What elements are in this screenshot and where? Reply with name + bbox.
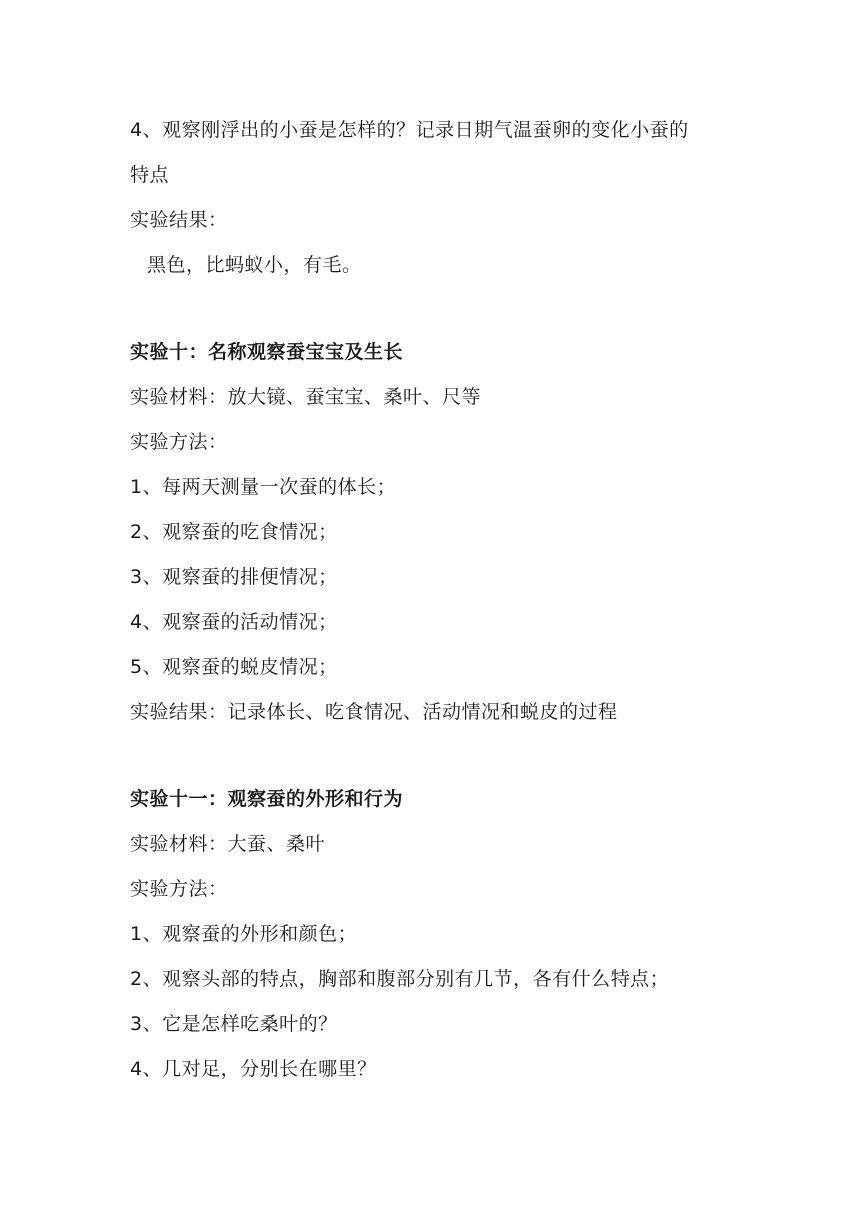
result-label: 实验结果： bbox=[130, 209, 228, 231]
experiment-10-result: 实验结果：记录体长、吃食情况、活动情况和蜕皮的过程 bbox=[130, 701, 618, 723]
experiment-11-step: 2、观察头部的特点，胸部和腹部分别有几节，各有什么特点； bbox=[130, 968, 670, 990]
experiment-10-step: 1、每两天测量一次蚕的体长； bbox=[130, 476, 397, 498]
experiment-10-method-label: 实验方法： bbox=[130, 431, 228, 453]
experiment-10-title: 实验十：名称观察蚕宝宝及生长 bbox=[130, 341, 404, 363]
experiment-11-step: 3、它是怎样吃桑叶的？ bbox=[130, 1013, 338, 1035]
experiment-11-materials: 实验材料：大蚕、桑叶 bbox=[130, 833, 326, 855]
experiment-10-step: 2、观察蚕的吃食情况； bbox=[130, 521, 338, 543]
section-spacer bbox=[130, 735, 750, 777]
experiment-11-title: 实验十一：观察蚕的外形和行为 bbox=[130, 788, 404, 810]
document-page bbox=[130, 108, 750, 1092]
question-4-line-1: 4、观察刚浮出的小蚕是怎样的？记录日期气温蚕卵的变化小蚕的 bbox=[130, 119, 689, 141]
experiment-11-step: 4、几对足，分别长在哪里？ bbox=[130, 1058, 377, 1080]
experiment-10-step: 3、观察蚕的排便情况； bbox=[130, 566, 338, 588]
result-text: 黑色，比蚂蚁小，有毛。 bbox=[147, 254, 362, 276]
experiment-10-step: 4、观察蚕的活动情况； bbox=[130, 611, 338, 633]
experiment-11-method-label: 实验方法： bbox=[130, 878, 228, 900]
question-4-line-2: 特点 bbox=[130, 164, 170, 186]
experiment-10-step: 5、观察蚕的蜕皮情况； bbox=[130, 656, 338, 678]
section-spacer bbox=[130, 288, 750, 330]
experiment-10-materials: 实验材料：放大镜、蚕宝宝、桑叶、尺等 bbox=[130, 386, 482, 408]
experiment-11-step: 1、观察蚕的外形和颜色； bbox=[130, 923, 358, 945]
